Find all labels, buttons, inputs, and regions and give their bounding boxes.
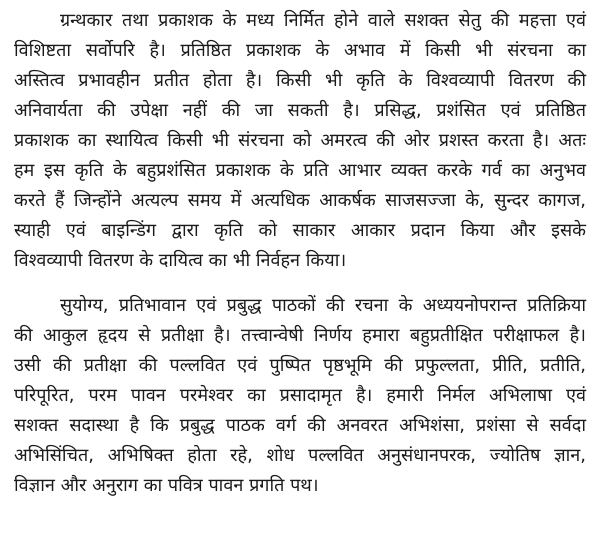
text-line: करते हैं जिन्होंने अत्यल्प समय में अत्यधिक आकर्षक साजसज्जा के, सुन्दर कागज,: [14, 190, 586, 211]
text-line: स्याही एवं बाइन्डिंग द्वारा कृति को साकार आकार प्रदान किया और इसके: [14, 220, 586, 241]
text-line: हम इस कृति के बहुप्रशंसित प्रकाशक के प्रति आभार व्यक्त करके गर्व का अनुभव: [14, 160, 586, 181]
text-line: विज्ञान और अनुराग का पवित्र पावन प्रगति पथ।: [14, 475, 319, 496]
text-line: सशक्त सदास्था है कि प्रबुद्ध पाठक वर्ग की अनवरत अभिशंसा, प्रशंसा से सर्वदा: [14, 415, 586, 436]
text-line: अभिसिंचित, अभिषिक्त होता रहे, शोध पल्लवित अनुसंधानपरक, ज्योतिष ज्ञान,: [14, 445, 586, 466]
text-line: ग्रन्थकार तथा प्रकाशक के मध्य निर्मित होने वाले सशक्त सेतु की महत्ता एवं: [60, 10, 586, 31]
text-line: अस्तित्व प्रभावहीन प्रतीत होता है। किसी भी कृति के विश्वव्यापी वितरण की: [14, 70, 586, 91]
text-line: अनिवार्यता की उपेक्षा नहीं की जा सकती है। प्रसिद्ध, प्रशंसित एवं प्रतिष्ठित: [14, 100, 586, 121]
text-line: सुयोग्य, प्रतिभावान एवं प्रबुद्ध पाठकों की रचना के अध्ययनोपरान्त प्रतिक्रिया: [60, 295, 586, 316]
text-line: विश्वव्यापी वितरण के दायित्व का भी निर्वहन किया।: [14, 250, 347, 271]
text-line: विशिष्टता सर्वोपरि है। प्रतिष्ठित प्रकाशक के अभाव में किसी भी संरचना का: [14, 40, 586, 61]
text-line: परिपूरित, परम पावन परमेश्वर का प्रसादामृत है। हमारी निर्मल अभिलाषा एवं: [14, 385, 586, 406]
text-line: उसी की प्रतीक्षा की पल्लवित एवं पुष्पित पृष्ठभूमि की प्रफुल्लता, प्रीति, प्रतीति,: [14, 355, 586, 376]
text-line: की आकुल हृदय से प्रतीक्षा है। तत्त्वान्वेषी निर्णय हमारा बहुप्रतीक्षित परीक्षाफल है।: [14, 325, 586, 346]
text-line: प्रकाशक का स्थायित्व किसी भी संरचना को अमरत्व की ओर प्रशस्त करता है। अतः: [14, 130, 586, 151]
